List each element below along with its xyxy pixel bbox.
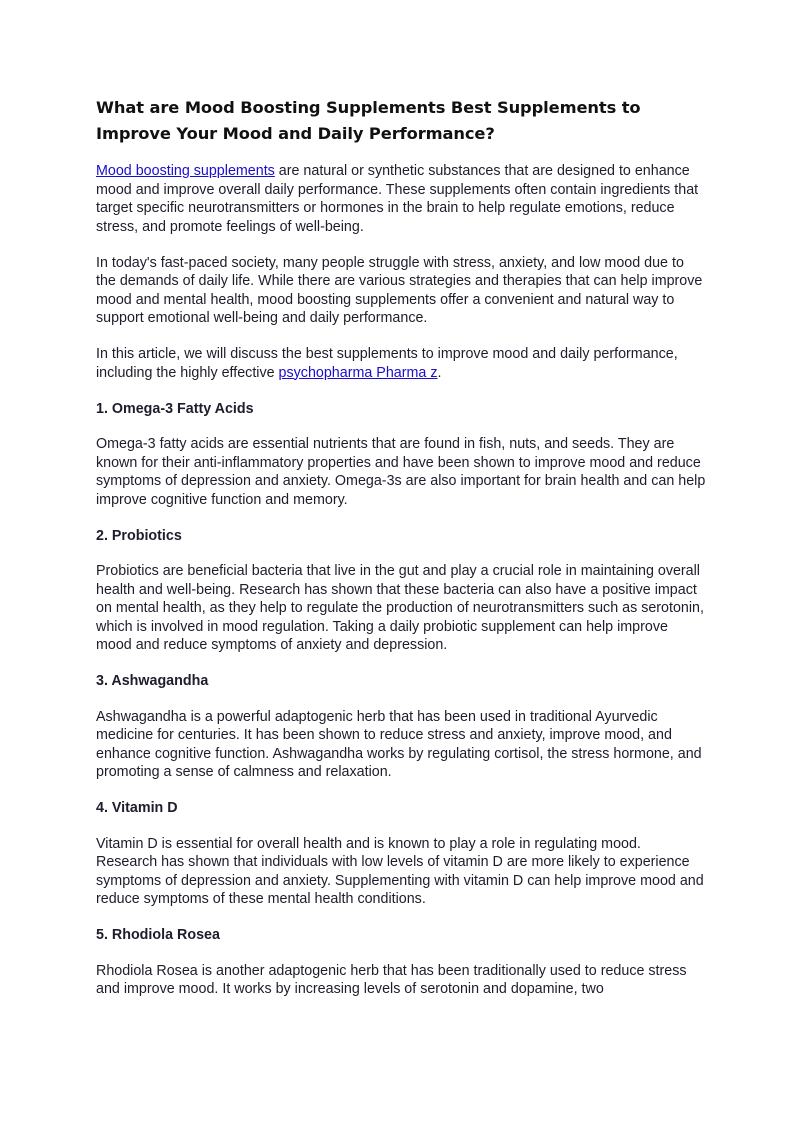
document-page: [96, 95, 706, 1016]
section-body-probiotics: Probiotics are beneficial bacteria that live in the gut and play a crucial role in maintaining overall health and well-being. Research has shown that these bacteria can also have a positive impact on mental health, as they help to regulate the production of neurotransmitters such as serotonin, which is involved in mood regulation. Taking a daily probiotic supplement can help improve mood and reduce symptoms of anxiety and depression.: [96, 563, 704, 653]
psychopharma-link[interactable]: psychopharma Pharma z: [278, 364, 438, 381]
intro-paragraph-3-end: .: [437, 364, 442, 381]
article-title: What are Mood Boosting Supplements Best Supplements to Improve Your Mood and Daily Performance?: [96, 98, 641, 143]
intro-paragraph-1-text: are natural or synthetic substances that are designed to enhance mood and improve overall daily performance. These supplements often contain ingredients that target specific neurotransmitters or hormones in the brain to help regulate emotions, reduce stress, and promote feelings of well-being.: [96, 163, 699, 235]
section-body-vitamin-d: Vitamin D is essential for overall health and is known to play a role in regulating mood. Research has shown that individuals with low levels of vitamin D are more likely to experience symptoms of depression and anxiety. Supplementing with vitamin D can help improve mood and reduce symptoms of these mental health conditions.: [96, 835, 704, 907]
section-heading-vitamin-d: 4. Vitamin D: [96, 800, 178, 816]
mood-boosting-supplements-link[interactable]: Mood boosting supplements: [96, 163, 275, 179]
intro-paragraph-2: In today's fast-paced society, many people struggle with stress, anxiety, and low mood due to the demands of daily life. While there are various strategies and therapies that can help improve mood and mental health, mood boosting supplements offer a convenient and natural way to support emotional well-being and daily performance.: [96, 254, 703, 326]
intro-paragraph-3-text: In this article, we will discuss the best supplements to improve mood and daily performance, including the highly effective: [96, 346, 678, 381]
section-body-omega3: Omega-3 fatty acids are essential nutrients that are found in fish, nuts, and seeds. They are known for their anti-inflammatory properties and have been shown to improve mood and reduce symptoms of depression and anxiety. Omega-3s are also important for brain health and can help improve cognitive function and memory.: [96, 436, 706, 508]
intro-paragraph-3: [96, 345, 706, 382]
intro-paragraph-1: [96, 162, 706, 236]
section-body-ashwagandha: Ashwagandha is a powerful adaptogenic herb that has been used in traditional Ayurvedic medicine for centuries. It has been shown to reduce stress and anxiety, improve mood, and enhance cognitive function. Ashwagandha works by regulating cortisol, the stress hormone, and promoting a sense of calmness and relaxation.: [96, 708, 702, 780]
section-heading-probiotics: 2. Probiotics: [96, 527, 182, 544]
section-heading-ashwagandha: 3. Ashwagandha: [96, 673, 209, 689]
section-heading-omega3: 1. Omega-3 Fatty Acids: [96, 400, 254, 417]
section-body-rhodiola: Rhodiola Rosea is another adaptogenic herb that has been traditionally used to reduce stress and improve mood. It works by increasing levels of serotonin and dopamine, two: [96, 962, 687, 997]
section-heading-rhodiola: 5. Rhodiola Rosea: [96, 927, 220, 943]
